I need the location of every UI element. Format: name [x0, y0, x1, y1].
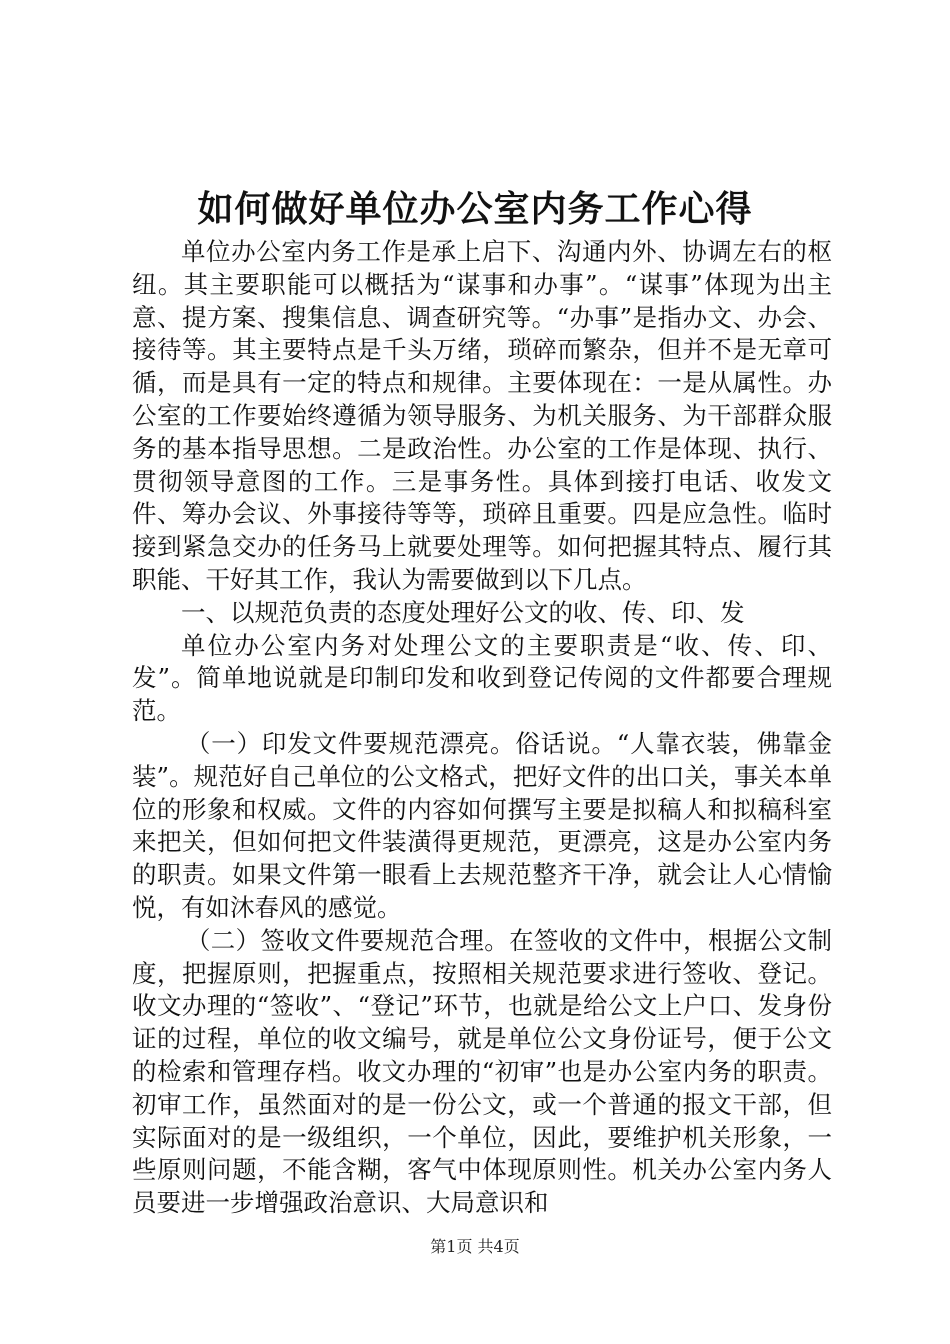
paragraph-subsection-2: （二）签收文件要规范合理。在签收的文件中，根据公文制度，把握原则，把握重点，按照相关规范要求进行签收、登记。收文办理的“签收”、“登记”环节，也就是给公文上户口、发身份证的过程，单位的收文编号，就是单位公文身份证号，便于公文的检索和管理存档。收文办理的“初审”也是办公室内务的职责。初审工作，虽然面对的是一份公文，或一个普通的报文干部，但实际面对的是一级组织，一个单位，因此，要维护机关形象，一些原则问题，不能含糊，客气中体现原则性。机关办公室内务人员要进一步增强政治意识、大局意识和: [132, 925, 832, 1218]
page-footer: 第1页 共4页: [430, 1237, 520, 1256]
section-heading-1: 一、以规范负责的态度处理好公文的收、传、印、发: [181, 597, 745, 627]
document-body: [132, 236, 832, 1220]
paragraph-subsection-1: （一）印发文件要规范漂亮。俗话说。“人靠衣装，佛靠金装”。规范好自己单位的公文格式，把好文件的出口关，事关本单位的形象和权威。文件的内容如何撰写主要是拟稿人和拟稿科室来把关，但如何把文件装潢得更规范，更漂亮，这是办公室内务的职责。如果文件第一眼看上去规范整齐干净，就会让人心情愉悦，有如沐春风的感觉。: [132, 728, 832, 922]
paragraph-section-1: 单位办公室内务对处理公文的主要职责是“收、传、印、发”。简单地说就是印制印发和收到登记传阅的文件都要合理规范。: [132, 630, 832, 726]
paragraph-intro: 单位办公室内务工作是承上启下、沟通内外、协调左右的枢纽。其主要职能可以概括为“谋事和办事”。“谋事”体现为出主意、提方案、搜集信息、调查研究等。“办事”是指办文、办会、接待等。其主要特点是千头万绪，琐碎而繁杂，但并不是无章可循，而是具有一定的特点和规律。主要体现在：一是从属性。办公室的工作要始终遵循为领导服务、为机关服务、为干部群众服务的基本指导思想。二是政治性。办公室的工作是体现、执行、贯彻领导意图的工作。三是事务性。具体到接打电话、收发文件、筹办会议、外事接待等等，琐碎且重要。四是应急性。临时接到紧急交办的任务马上就要处理等。如何把握其特点、履行其职能、干好其工作，我认为需要做到以下几点。: [132, 237, 832, 594]
document-title: 如何做好单位办公室内务工作心得: [197, 188, 753, 230]
